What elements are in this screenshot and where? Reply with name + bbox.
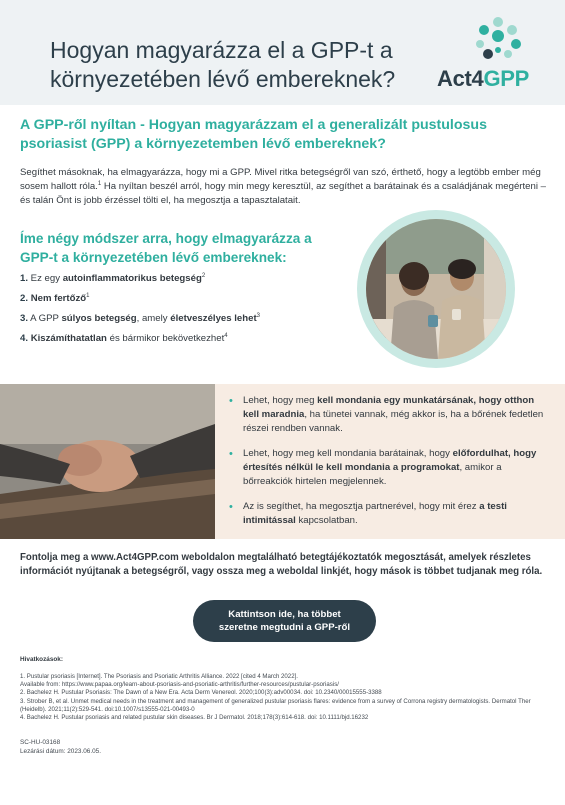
- list-item-footnote: 4: [224, 332, 228, 339]
- methods-heading: Íme négy módszer arra, hogy elmagyarázza a GPP-t a környezetében lévő embereknek:: [20, 231, 312, 265]
- list-item-number: 2.: [20, 293, 29, 304]
- two-women-illustration: [366, 219, 506, 359]
- references-list: [20, 673, 540, 722]
- tips-list: [229, 394, 547, 539]
- list-item-text: Az is segíthet, ha megosztja partnerével, hogy mit érez: [243, 501, 480, 512]
- list-item-number: 4.: [20, 333, 29, 344]
- list-item: [229, 447, 547, 489]
- methods-list: [20, 272, 340, 352]
- list-item-bold: súlyos betegség: [61, 313, 137, 324]
- reference-item: 4. Bachelez H. Pustular psoriasis and related pustular skin diseases. Br J Dermatol. 2018;178(3):614-618. doi: 10.1111/bjd.16232: [20, 714, 369, 722]
- list-item-bold: a testi intimitással: [243, 501, 507, 526]
- intro-footnote: 1: [97, 180, 102, 187]
- two-women-photo: [357, 210, 515, 368]
- list-item-text: Lehet, hogy meg: [243, 395, 318, 406]
- list-item-bold: előfordulhat, hogy értesítés nélkül le kell mondania a programokat: [243, 448, 537, 473]
- header: [0, 0, 565, 105]
- logo-dots-icon: [470, 14, 526, 70]
- intro-body-part1: Segíthet másoknak, ha elmagyarázza, hogy mi a GPP. Mivel ritka betegségről van szó, érthető, hogy a legtöbb ember még sosem hallott róla.: [20, 167, 541, 192]
- list-item: [229, 500, 547, 528]
- learn-more-button[interactable]: [193, 600, 376, 642]
- list-item-text: , amikor a bőrreakciók hirtelen megjelennek.: [243, 462, 502, 487]
- list-item-text: kapcsolatban.: [295, 515, 358, 526]
- list-item-footnote: 2: [201, 272, 206, 279]
- list-item-number: 1.: [20, 273, 29, 284]
- reference-item: 3. Strober B, et al. Unmet medical needs in the treatment and management of generalized pustular psoriasis flares: evidence from a survey of Corrona registry dermatologists. Dermatol Ther (Heidelb). 2021;11(2):529-541. doi:10.1007/s13555-021-00493-0: [20, 697, 531, 713]
- list-item-text: , amely: [136, 313, 171, 324]
- list-item-bold: autoinflammatorikus betegség: [62, 273, 202, 284]
- logo-accent-text: GPP: [483, 66, 530, 91]
- reference-item: 2. Bachelez H. Pustular Psoriasis: The Dawn of a New Era. Acta Derm Venereol. 2020;100(3):adv00034. doi: 10.2340/00015555-3388: [20, 689, 382, 697]
- footer: [20, 738, 101, 756]
- cta-text: Fontolja meg a www.Act4GPP.com weboldalon megtalálható betegtájékoztatók megosztását, amelyek részletes információt nyújtanak a betegségről, vagy ossza meg a weboldal linkjét, hogy mások is többet tudjanak meg róla.: [20, 552, 543, 577]
- button-label-line1: Kattintson ide, ha többet: [228, 609, 341, 620]
- list-item: [20, 332, 340, 352]
- reference-item: Available from: https://www.papaa.org/learn-about-psoriasis-and-psoriatic-arthritis/further-resources/pustular-psoriasis/: [20, 681, 339, 689]
- list-item-bold: Nem fertőző: [30, 293, 87, 304]
- list-item-text: és bármikor bekövetkezhet: [106, 333, 225, 344]
- references-title: Hivatkozások:: [20, 656, 63, 663]
- list-item-text: A GPP: [28, 313, 62, 324]
- intro-body-part2: Ha nyíltan beszél arról, hogy min megy keresztül, az segíthet a barátainak és a családjának megérteni – és talán Önt is jobb érzéssel tölti el, ha megosztja a tapasztalatait.: [20, 181, 546, 206]
- list-item-bold: életveszélyes lehet: [170, 313, 257, 324]
- list-item: [20, 272, 340, 292]
- list-item: [20, 292, 340, 312]
- intro-body: [20, 166, 550, 208]
- closing-date: Lezárási dátum: 2023.06.05.: [20, 748, 102, 755]
- list-item-footnote: 3: [256, 312, 260, 319]
- page-title: Hogyan magyarázza el a GPP-t a környezetében lévő embereknek?: [50, 37, 396, 92]
- clasped-hands-photo: [0, 384, 215, 539]
- list-item: [20, 312, 340, 332]
- list-item-number: 3.: [20, 313, 29, 324]
- list-item-bold: Kiszámíthatatlan: [30, 333, 107, 344]
- list-item-text: Lehet, hogy meg kell mondania barátainak, hogy: [243, 448, 453, 459]
- list-item-text: Ez egy: [28, 273, 63, 284]
- intro-heading: A GPP-ről nyíltan - Hogyan magyarázzam el a generalizált pustulosus psoriasist (GPP) a környezetemben lévő embereknek?: [20, 117, 487, 152]
- logo: [437, 66, 529, 92]
- list-item: [229, 394, 547, 436]
- document-code: SC-HU-03168: [20, 739, 61, 746]
- list-item-footnote: 1: [86, 292, 90, 299]
- reference-item: 1. Pustular psoriasis [Internet]. The Psoriasis and Psoriatic Arthritis Alliance. 2022 [cited 4 March 2022].: [20, 673, 298, 680]
- list-item-text: , ha tünetei vannak, még akkor is, ha a bőrének fedetlen részei rendben vannak.: [243, 409, 544, 434]
- button-label-line2: szeretne megtudni a GPP-ről: [218, 622, 351, 633]
- logo-main-text: Act4: [437, 66, 484, 91]
- list-item-bold: kell mondania egy munkatársának, hogy otthon kell maradnia: [243, 395, 535, 420]
